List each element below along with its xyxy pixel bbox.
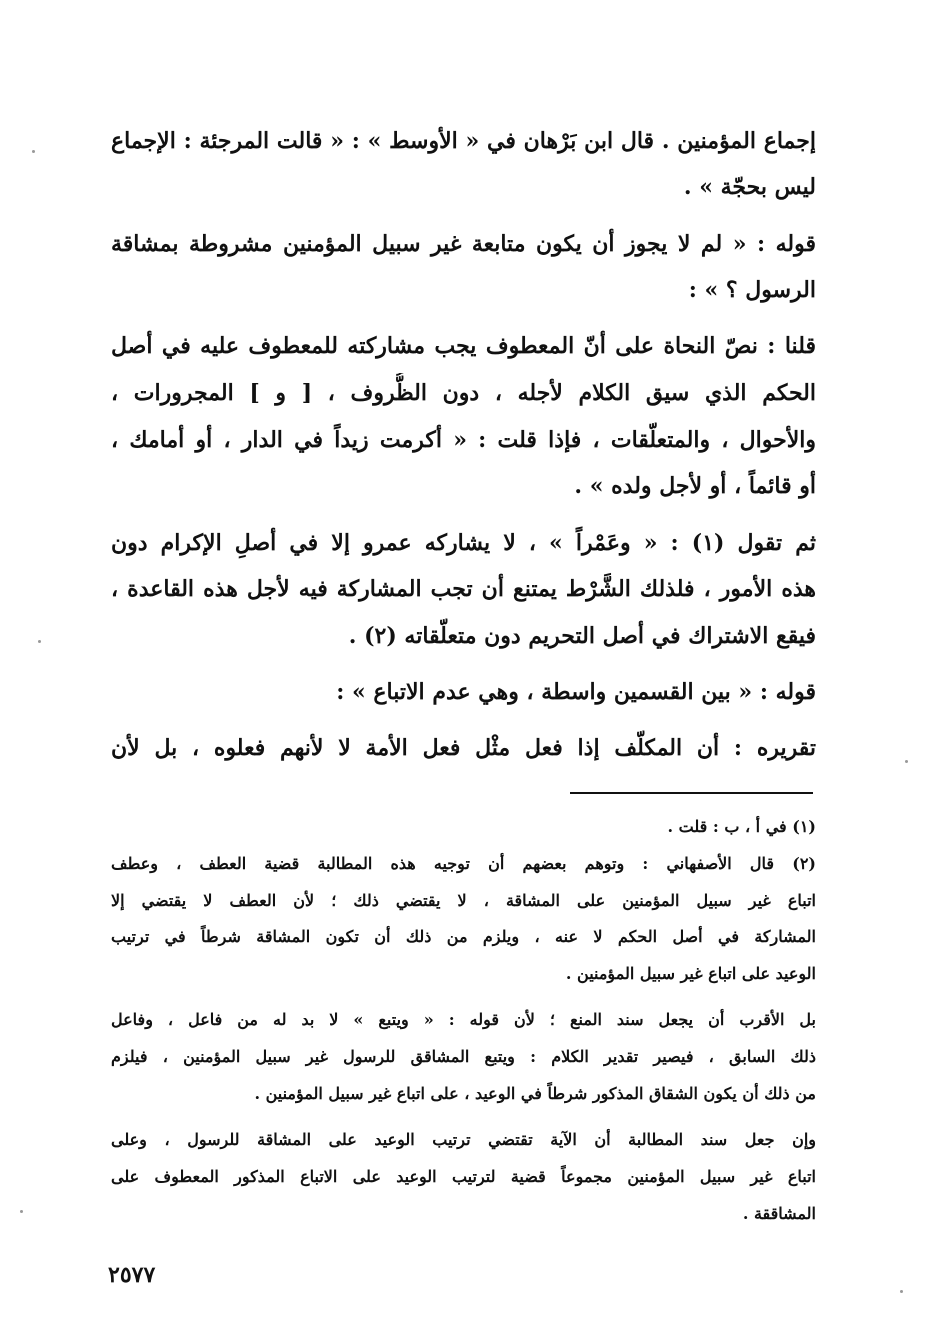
main-text-line: أو قائماً ، أو لأجل ولده » . bbox=[574, 473, 816, 499]
main-text-line: قوله : « بين القسمين واسطة ، وهي عدم الاتباع » : bbox=[336, 679, 816, 705]
main-text-line: والأحوال ، والمتعلّقات ، فإذا قلت : « أكرمت زيداً في الدار ، أو أمامك ، bbox=[111, 427, 816, 453]
main-text-line: قلنا : نصّ النحاة على أنّ المعطوف يجب مشاركته للمعطوف عليه في أصل bbox=[111, 333, 816, 359]
footnote-line: (٢) قال الأصفهاني : وتوهم بعضهم أن توجيه هذه المطالبة قضية العطف ، وعطف bbox=[111, 854, 816, 873]
main-text-line: إجماع المؤمنين . قال ابن بَرْهان في « الأوسط » : « قالت المرجئة : الإجماع bbox=[111, 128, 816, 154]
footnote-line: وإن جعل سند المطالبة أن الآية تقتضي ترتيب الوعيد على المشاقة للرسول ، وعلى bbox=[111, 1130, 816, 1149]
scan-speck bbox=[38, 640, 41, 643]
footnote-line: ذلك السابق ، فيصير تقدير الكلام : ويتبع المشاقق للرسول غير سبيل المؤمنين ، فيلزم bbox=[111, 1047, 816, 1066]
main-text-line: تقريره : أن المكلّف إذا فعل مثْل فعل الأمة لا لأنهم فعلوه ، بل لأن bbox=[111, 735, 816, 761]
main-text-line: قوله : « لم لا يجوز أن يكون متابعة غير سبيل المؤمنين مشروطة بمشاقة bbox=[111, 231, 816, 257]
scan-speck bbox=[905, 760, 908, 763]
footnote-line: اتباع غير سبيل المؤمنين على المشاقة ، لا يقتضي ذلك ؛ لأن العطف لا يقتضي إلا bbox=[111, 891, 816, 910]
footnote-line: الوعيد على اتباع غير سبيل المؤمنين . bbox=[565, 964, 816, 983]
footnote-line: (١) في أ ، ب : قلت . bbox=[667, 817, 816, 836]
footnote-line: المشاركة في أصل الحكم لا عنه ، ويلزم من ذلك أن تكون المشاقة شرطاً في ترتيب bbox=[111, 927, 816, 946]
main-text-line: ثم تقول (١) : « وعَمْراً » ، لا يشاركه عمرو إلا في أصلِ الإكرام دون bbox=[111, 530, 816, 556]
scan-speck bbox=[20, 1210, 23, 1213]
scan-speck bbox=[900, 1290, 903, 1293]
page-number: ٢٥٧٧ bbox=[108, 1262, 156, 1288]
main-text-line: ليس بحجّة » . bbox=[683, 174, 816, 200]
scan-speck bbox=[32, 150, 35, 153]
footnote-line: اتباع غير سبيل المؤمنين مجموعاً قضية لترتيب الوعيد على الاتباع المذكور المعطوف على bbox=[111, 1167, 816, 1186]
main-text-line: الحكم الذي سيق الكلام لأجله ، دون الظُّروف ، [ و ] المجرورات ، bbox=[111, 380, 816, 406]
footnote-line: المشاققة . bbox=[742, 1204, 816, 1223]
main-text-line: هذه الأمور ، فلذلك الشَّرْط يمتنع أن تجب المشاركة فيه لأجل هذه القاعدة ، bbox=[111, 576, 816, 602]
footnote-separator bbox=[570, 792, 813, 794]
footnote-line: بل الأقرب أن يجعل سند المنع ؛ لأن قوله : « ويتبع » لا بد له من فاعل ، وفاعل bbox=[111, 1010, 816, 1029]
footnote-line: من ذلك أن يكون الشقاق المذكور شرطاً في الوعيد ، على اتباع غير سبيل المؤمنين . bbox=[254, 1084, 816, 1103]
main-text-line: فيقع الاشتراك في أصل التحريم دون متعلّقاته (٢) . bbox=[348, 623, 816, 649]
main-text-line: الرسول ؟ » : bbox=[688, 277, 816, 303]
